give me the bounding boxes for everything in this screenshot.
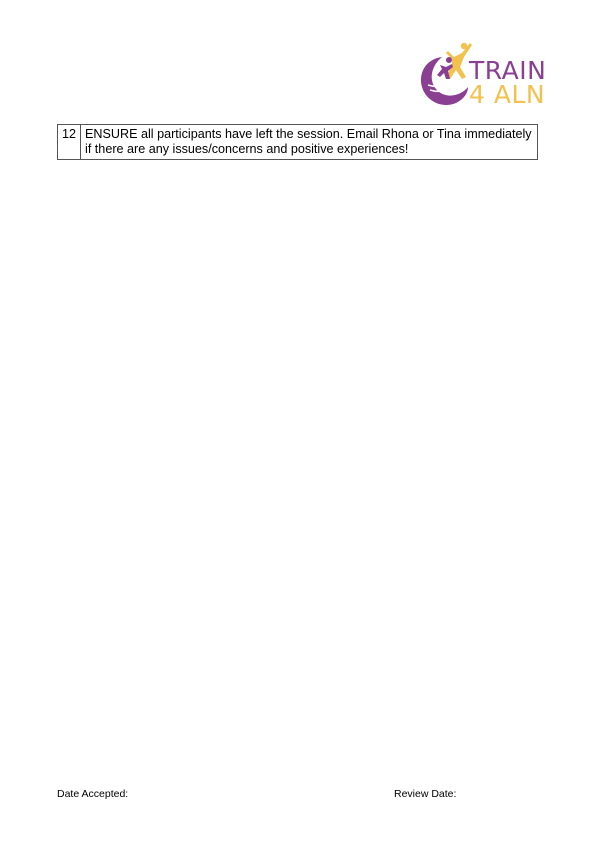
logo-text-train: TRAIN bbox=[469, 56, 547, 85]
step-text: ENSURE all participants have left the session. Email Rhona or Tina immediately if there are any issues/concerns and positive experiences! bbox=[81, 125, 538, 160]
step-number: 12 bbox=[58, 125, 81, 160]
table-row bbox=[58, 125, 538, 160]
review-date-label: Review Date: bbox=[394, 788, 457, 800]
logo-text-4aln: 4 ALN bbox=[469, 80, 546, 109]
date-accepted-label: Date Accepted: bbox=[57, 788, 129, 800]
train4aln-logo bbox=[418, 37, 548, 109]
procedure-steps-table bbox=[57, 124, 538, 160]
logo-wordmark bbox=[469, 56, 547, 109]
